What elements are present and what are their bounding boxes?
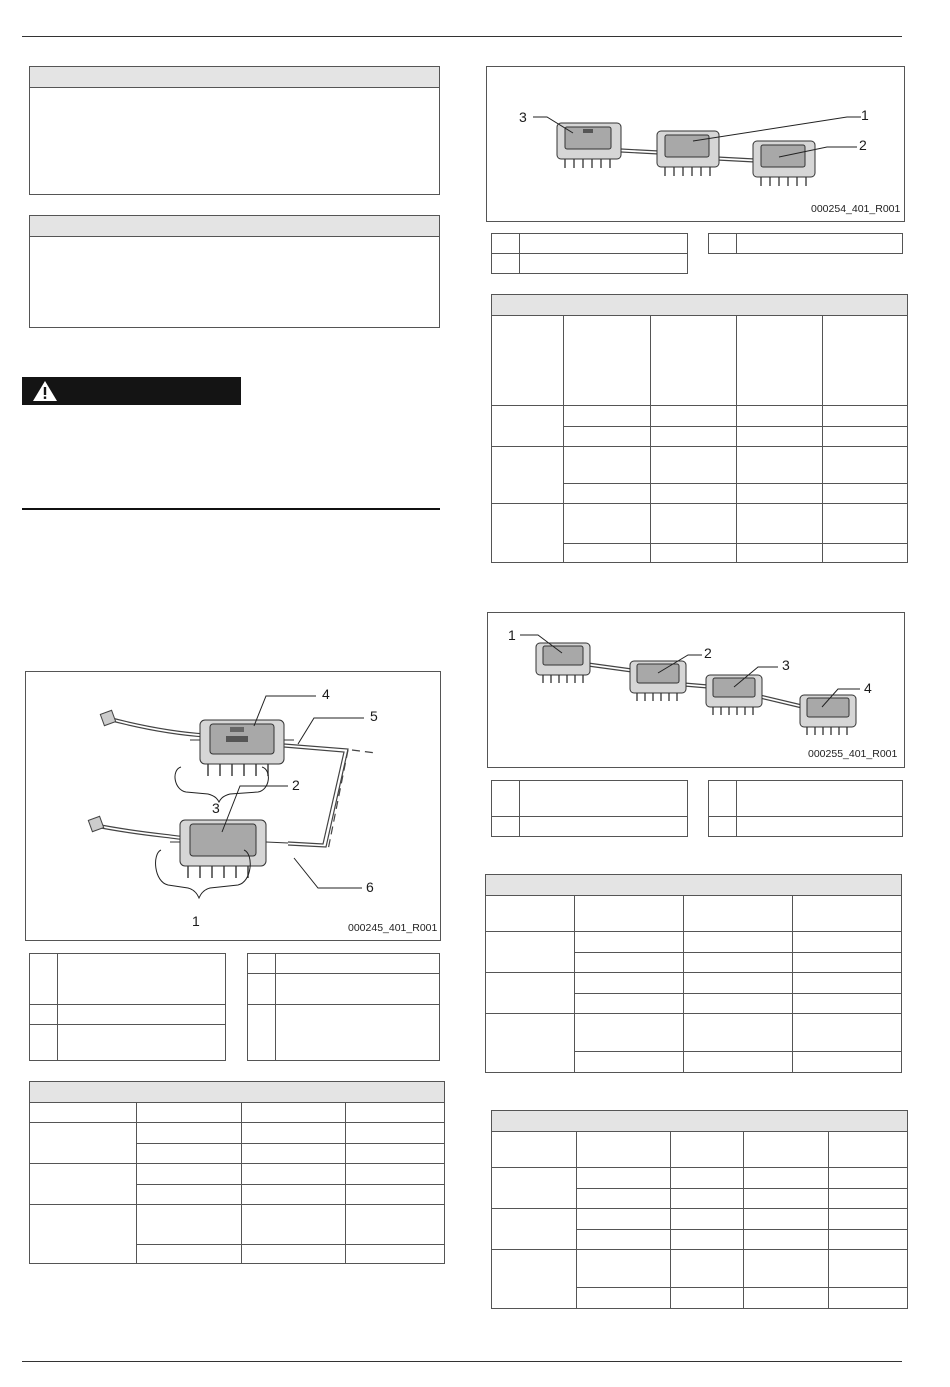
note-box-2 [29, 215, 440, 328]
figure-right-top [486, 66, 905, 222]
note-box-2-header [30, 216, 439, 237]
legend-table-left-a [29, 953, 226, 1061]
legend-table-left-b [247, 953, 440, 1061]
figure-left-drawing [26, 672, 442, 942]
device-a [536, 643, 590, 683]
callout-1: 1 [192, 913, 200, 929]
callout-1: 1 [508, 627, 516, 643]
warning-bar [22, 377, 241, 405]
device-b [630, 661, 686, 701]
section-rule [22, 508, 440, 510]
figure-code: 000245_401_R001 [348, 922, 438, 934]
bottom-rule [22, 1361, 902, 1362]
figure-code: 000255_401_R001 [808, 748, 898, 760]
figure-code: 000254_401_R001 [811, 203, 901, 215]
data-table-right-2 [485, 874, 902, 1073]
data-table-right-1 [491, 294, 908, 563]
data-table-right-3 [491, 1110, 908, 1309]
note-box-1 [29, 66, 440, 195]
figure-left [25, 671, 441, 941]
callout-2: 2 [859, 137, 867, 153]
callout-1: 1 [861, 107, 869, 123]
warning-triangle-icon [32, 380, 58, 402]
device-a [557, 123, 621, 168]
data-table-left [29, 1081, 445, 1264]
note-box-1-header [30, 67, 439, 88]
callout-5: 5 [370, 708, 378, 724]
figure-right-top-drawing [487, 67, 906, 223]
legend-table-right-c [491, 780, 688, 837]
device-bottom [170, 820, 288, 878]
device-top [190, 720, 294, 776]
legend-table-right-a [491, 233, 688, 274]
callout-4: 4 [864, 680, 872, 696]
device-c [706, 675, 762, 715]
top-rule [22, 36, 902, 37]
callout-3: 3 [782, 657, 790, 673]
callout-3: 3 [519, 109, 527, 125]
figure-right-mid [487, 612, 905, 768]
legend-table-right-b [708, 233, 903, 254]
callout-3: 3 [212, 800, 220, 816]
callout-6: 6 [366, 879, 374, 895]
callout-4: 4 [322, 686, 330, 702]
device-b [657, 131, 719, 176]
callout-2: 2 [704, 645, 712, 661]
callout-2: 2 [292, 777, 300, 793]
figure-right-mid-drawing [488, 613, 906, 769]
device-c [753, 141, 815, 186]
legend-table-right-d [708, 780, 903, 837]
